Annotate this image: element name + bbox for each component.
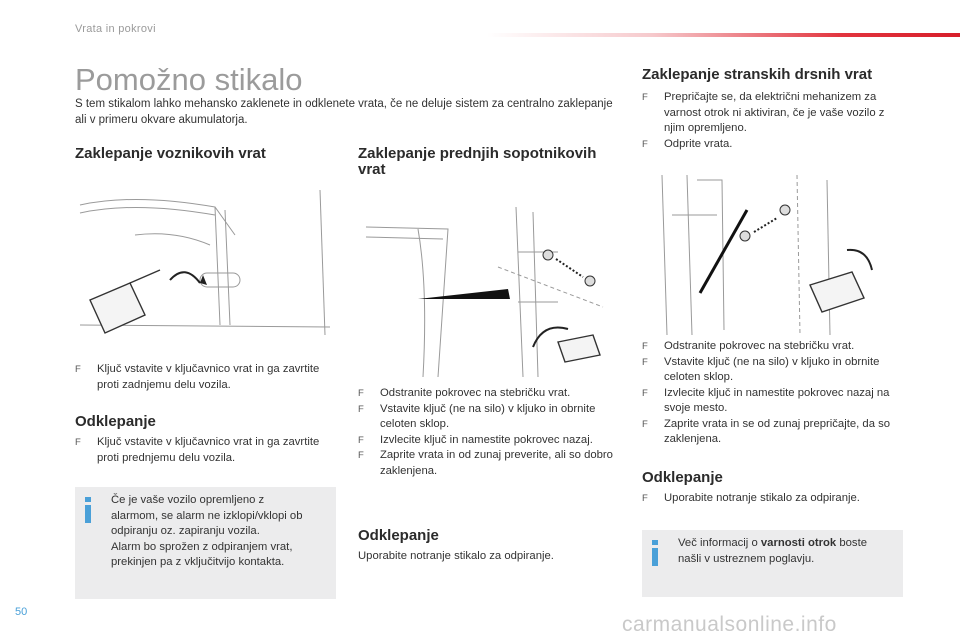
- list-item: F Odstranite pokrovec na stebričku vrat.: [358, 386, 620, 402]
- alarm-info-text: Če je vaše vozilo opremljeno z alarmom, se alarm ne izklopi/vklopi ob odpiranju oz. zapiranju vozila. Alarm bo sprožen z odpiranjem vrat, prekinjen pa z vključitvijo kontakta.: [111, 494, 303, 568]
- sliding-door-lock-heading: Zaklepanje stranskih drsnih vrat: [642, 66, 873, 83]
- list-item: F Prepričajte se, da električni mehanizem za varnost otrok ni aktiviran, če je vaše vozilo z njim opremljeno.: [642, 90, 904, 137]
- list-item: F Izvlecite ključ in namestite pokrovec nazaj.: [358, 433, 620, 449]
- passenger-door-illustration: [358, 207, 618, 377]
- header-accent-bar: [487, 33, 960, 37]
- sliding-door-drawing: [642, 170, 904, 335]
- list-item: F Vstavite ključ (ne na silo) v kljuko in obrnite celoten sklop.: [642, 355, 904, 386]
- driver-lock-heading: Zaklepanje voznikovih vrat: [75, 145, 266, 162]
- section-header: Vrata in pokrovi: [75, 23, 156, 35]
- driver-door-drawing: [75, 185, 335, 345]
- list-item: F Vstavite ključ (ne na silo) v kljuko in obrnite celoten sklop.: [358, 402, 620, 433]
- sliding-door-prep-steps: [642, 90, 904, 152]
- passenger-lock-steps: [358, 386, 620, 479]
- info-icon: [650, 540, 660, 566]
- driver-unlock-heading: Odklepanje: [75, 413, 156, 430]
- list-item: F Uporabite notranje stikalo za odpiranje.: [642, 491, 904, 507]
- sliding-door-unlock-steps: [642, 491, 904, 507]
- child-safety-link: varnosti otrok: [760, 537, 837, 549]
- list-item: F Zaprite vrata in od zunaj preverite, ali so dobro zaklenjena.: [358, 448, 620, 479]
- sliding-door-illustration: [642, 170, 904, 335]
- list-item: F Ključ vstavite v ključavnico vrat in ga zavrtite proti prednjemu delu vozila.: [75, 435, 330, 466]
- intro-text: S tem stikalom lahko mehansko zaklenete in odklenete vrata, če ne deluje sistem za centralno zaklepanje ali v primeru okvare akumulatorja.: [75, 98, 613, 126]
- passenger-door-drawing: [358, 207, 618, 377]
- passenger-lock-heading: Zaklepanje prednjih sopotnikovih vrat: [358, 145, 597, 178]
- driver-door-illustration: [75, 185, 335, 345]
- list-item: F Zaprite vrata in se od zunaj prepričajte, da so zaklenjena.: [642, 417, 904, 448]
- list-item: F Odprite vrata.: [642, 137, 904, 153]
- child-safety-info-text: Več informacij o varnosti otrok boste našli v ustreznem poglavju.: [678, 537, 867, 565]
- sliding-door-lock-steps: [642, 339, 904, 448]
- alarm-info-box: [75, 487, 336, 599]
- driver-unlock-steps: [75, 435, 330, 466]
- watermark: carmanualsonline.info: [622, 613, 837, 636]
- page-title: Pomožno stikalo: [75, 62, 303, 97]
- driver-lock-steps: [75, 362, 330, 393]
- list-item: F Ključ vstavite v ključavnico vrat in ga zavrtite proti zadnjemu delu vozila.: [75, 362, 330, 393]
- page-number: 50: [15, 606, 28, 618]
- list-item: F Izvlecite ključ in namestite pokrovec nazaj na svoje mesto.: [642, 386, 904, 417]
- list-item: F Odstranite pokrovec na stebričku vrat.: [642, 339, 904, 355]
- passenger-unlock-text: Uporabite notranje stikalo za odpiranje.: [358, 550, 554, 562]
- info-icon: [83, 497, 93, 523]
- sliding-door-unlock-heading: Odklepanje: [642, 469, 723, 486]
- passenger-unlock-heading: Odklepanje: [358, 527, 439, 544]
- child-safety-info-box: [642, 530, 903, 597]
